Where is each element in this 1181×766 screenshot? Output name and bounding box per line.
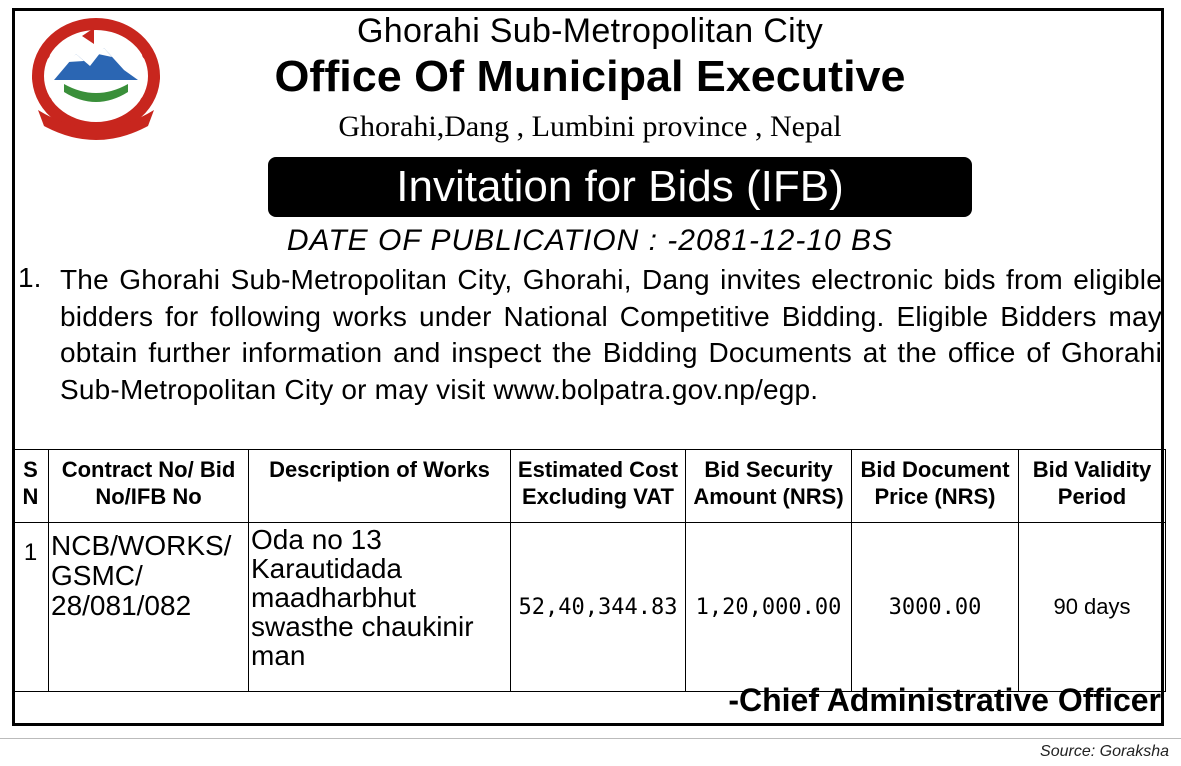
paragraph-number: 1. [18, 262, 42, 293]
cell-sn: 1 [13, 523, 49, 692]
government-emblem-icon [24, 14, 168, 146]
invitation-paragraph: The Ghorahi Sub-Metropolitan City, Ghorahi, Dang invites electronic bids from eligible bidders for following works under National Competitive Bidding. Eligible Bidders may obtain further information and inspect the Bidding Documents at the office of Ghorahi Sub-Metropolitan City or may visit www.bolpatra.gov.np/egp. [60, 264, 1162, 405]
cell-bid-security: 1,20,000.00 [686, 523, 852, 692]
header-document-price: Bid Document Price (NRS) [852, 450, 1019, 523]
header-validity: Bid Validity Period [1019, 450, 1166, 523]
divider [0, 738, 1181, 739]
source-credit: Source: Goraksha [1040, 743, 1169, 760]
publication-date: DATE OF PUBLICATION : -2081-12-10 BS [286, 224, 894, 257]
cell-document-price: 3000.00 [852, 523, 1019, 692]
header-bid-security: Bid Security Amount (NRS) [686, 450, 852, 523]
header-estimated-cost: Estimated Cost Excluding VAT [511, 450, 686, 523]
cell-validity: 90 days [1019, 523, 1166, 692]
table-row [13, 523, 1166, 692]
header-description: Description of Works [249, 450, 511, 523]
cell-contract-no: NCB/WORKS/ GSMC/ 28/081/082 [49, 523, 249, 692]
header-sn: S N [13, 450, 49, 523]
bids-table [12, 449, 1166, 692]
table-header-row [13, 450, 1166, 523]
header-contract-no: Contract No/ Bid No/IFB No [49, 450, 249, 523]
cell-description: Oda no 13 Karautidada maadharbhut swasthe chaukinir man [249, 523, 511, 692]
signature: -Chief Administrative Officer [728, 682, 1161, 718]
city-name: Ghorahi Sub-Metropolitan City [356, 12, 824, 50]
notice-title-banner: Invitation for Bids (IFB) [268, 157, 972, 217]
office-name: Office Of Municipal Executive [274, 52, 906, 101]
cell-estimated-cost: 52,40,344.83 [511, 523, 686, 692]
office-address: Ghorahi,Dang , Lumbini province , Nepal [338, 110, 842, 143]
